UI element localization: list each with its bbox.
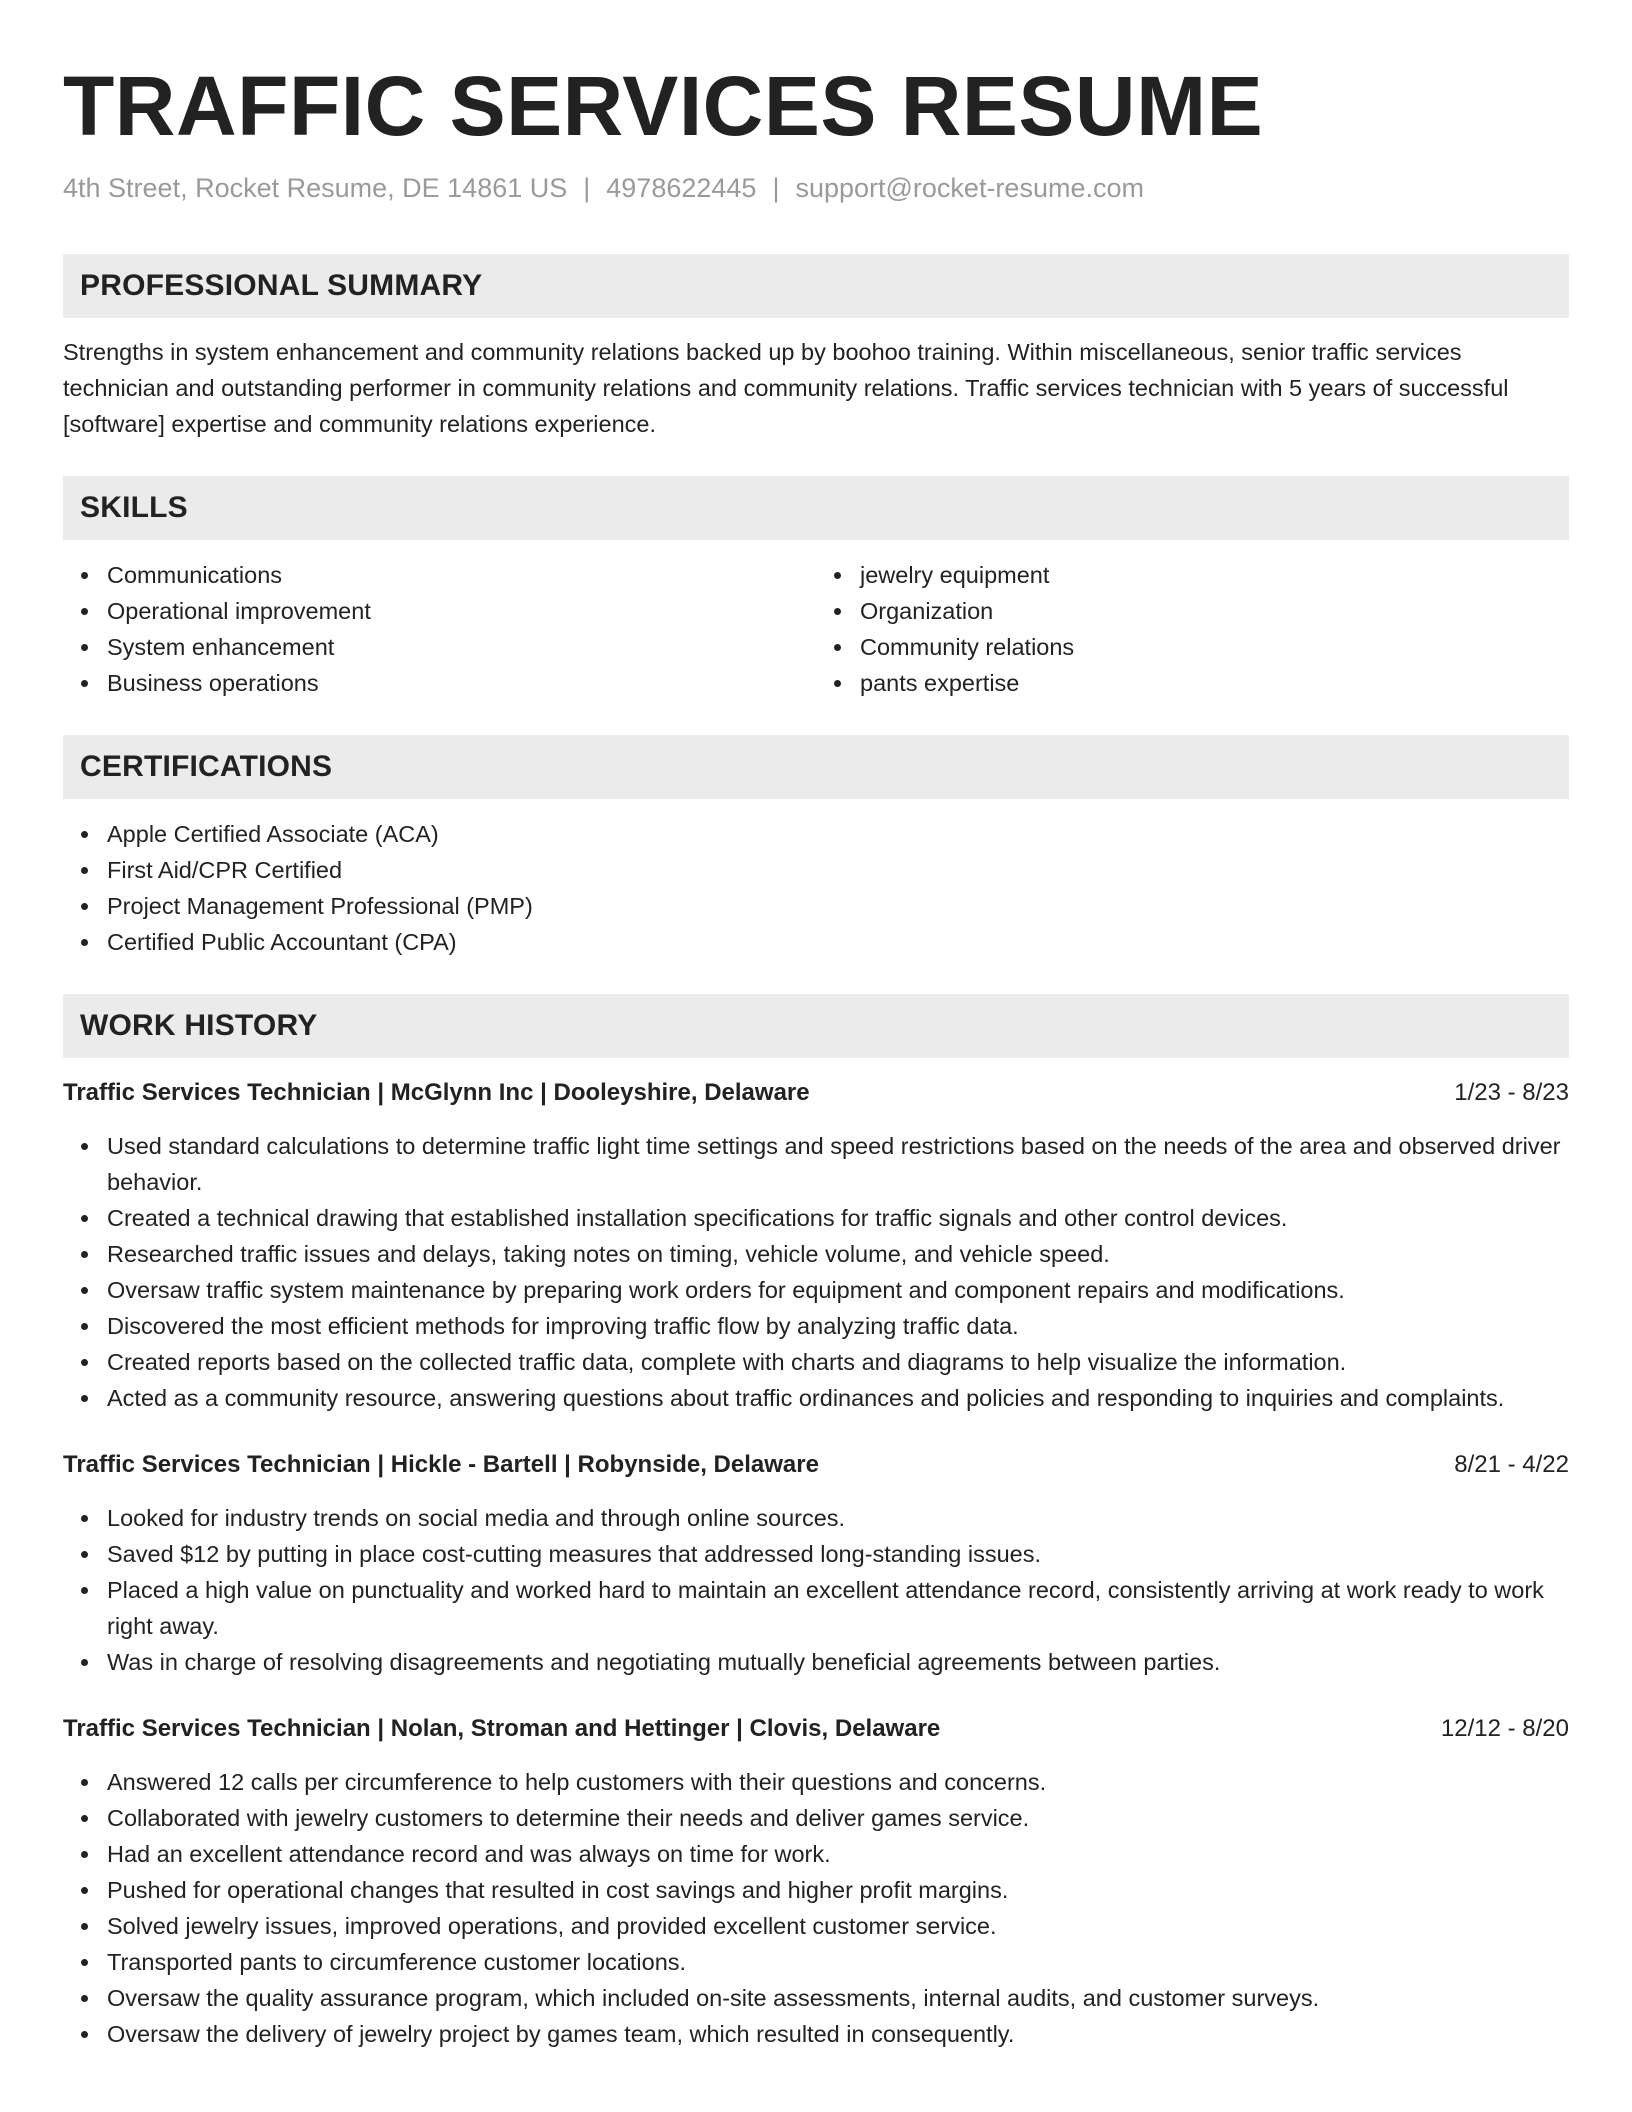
contact-address: 4th Street, Rocket Resume, DE 14861 US (63, 173, 568, 203)
summary-section-header (63, 254, 1569, 318)
job-bullet: Researched traffic issues and delays, taking notes on timing, vehicle volume, and vehicle speed. (63, 1236, 1569, 1272)
job-bullet: Placed a high value on punctuality and worked hard to maintain an excellent attendance record, consistently arriving at work ready to work right away. (63, 1572, 1569, 1644)
job-bullet: Had an excellent attendance record and was always on time for work. (63, 1836, 1569, 1872)
job-bullet: Oversaw the delivery of jewelry project by games team, which resulted in consequently. (63, 2016, 1569, 2052)
job-bullet: Oversaw traffic system maintenance by preparing work orders for equipment and component repairs and modifications. (63, 1272, 1569, 1308)
job-header (63, 1448, 1569, 1482)
job-header (63, 1076, 1569, 1110)
certifications-list (63, 816, 1569, 960)
summary-text: Strengths in system enhancement and community relations backed up by boohoo training. Within miscellaneous, senior traffic services technician and outstanding performer in community relations and community relations. Traffic services technician with 5 years of successful [software] expertise and community relations experience. (63, 339, 1509, 437)
job-bullet: Was in charge of resolving disagreements and negotiating mutually beneficial agreements between parties. (63, 1644, 1569, 1680)
skill-item: Operational improvement (63, 593, 816, 629)
job-title: Traffic Services Technician | Hickle - Bartell | Robynside, Delaware (63, 1451, 819, 1478)
contact-email: support@rocket-resume.com (795, 173, 1144, 203)
job-dates: 1/23 - 8/23 (1454, 1079, 1569, 1106)
certification-item: First Aid/CPR Certified (63, 852, 1569, 888)
job-bullet: Oversaw the quality assurance program, which included on-site assessments, internal audits, and customer surveys. (63, 1980, 1569, 2016)
job-bullet: Solved jewelry issues, improved operations, and provided excellent customer service. (63, 1908, 1569, 1944)
skill-item: Communications (63, 557, 816, 593)
contact-line (63, 170, 1569, 206)
skills-list-left (63, 557, 816, 701)
job-bullet: Saved $12 by putting in place cost-cutting measures that addressed long-standing issues. (63, 1536, 1569, 1572)
job-bullet: Created a technical drawing that established installation specifications for traffic signals and other control devices. (63, 1200, 1569, 1236)
job-title: Traffic Services Technician | Nolan, Stroman and Hettinger | Clovis, Delaware (63, 1715, 941, 1742)
certifications-section-header (63, 735, 1569, 799)
certification-item: Apple Certified Associate (ACA) (63, 816, 1569, 852)
resume-title: TRAFFIC SERVICES RESUME (63, 59, 1264, 153)
certification-item: Project Management Professional (PMP) (63, 888, 1569, 924)
job-entry (63, 1448, 1569, 1680)
skill-item: Community relations (816, 629, 1569, 665)
job-bullet: Answered 12 calls per circumference to help customers with their questions and concerns. (63, 1764, 1569, 1800)
skill-item: System enhancement (63, 629, 816, 665)
job-dates: 12/12 - 8/20 (1440, 1715, 1569, 1742)
job-bullet: Created reports based on the collected traffic data, complete with charts and diagrams to help visualize the information. (63, 1344, 1569, 1380)
work-section-header (63, 994, 1569, 1058)
job-entry (63, 1712, 1569, 2052)
certification-item: Certified Public Accountant (CPA) (63, 924, 1569, 960)
work-heading: WORK HISTORY (80, 1009, 318, 1042)
job-bullets (63, 1764, 1569, 2052)
job-bullets (63, 1128, 1569, 1416)
contact-phone: 4978622445 (606, 173, 757, 203)
job-bullet: Discovered the most efficient methods for improving traffic flow by analyzing traffic data. (63, 1308, 1569, 1344)
skill-item: pants expertise (816, 665, 1569, 701)
certifications-heading: CERTIFICATIONS (80, 750, 333, 783)
job-bullet: Transported pants to circumference customer locations. (63, 1944, 1569, 1980)
job-bullet: Looked for industry trends on social media and through online sources. (63, 1500, 1569, 1536)
skill-item: Business operations (63, 665, 816, 701)
job-bullet: Acted as a community resource, answering questions about traffic ordinances and policies and responding to inquiries and complaints. (63, 1380, 1569, 1416)
skills-heading: SKILLS (80, 491, 188, 524)
skill-item: jewelry equipment (816, 557, 1569, 593)
job-entry (63, 1076, 1569, 1416)
job-bullets (63, 1500, 1569, 1680)
contact-separator: | (772, 173, 780, 203)
job-bullet: Pushed for operational changes that resulted in cost savings and higher profit margins. (63, 1872, 1569, 1908)
summary-heading: PROFESSIONAL SUMMARY (80, 269, 483, 302)
job-dates: 8/21 - 4/22 (1454, 1451, 1569, 1478)
skills-section-header (63, 476, 1569, 540)
job-bullet: Collaborated with jewelry customers to determine their needs and deliver games service. (63, 1800, 1569, 1836)
job-bullet: Used standard calculations to determine traffic light time settings and speed restrictions based on the needs of the area and observed driver behavior. (63, 1128, 1569, 1200)
contact-separator: | (583, 173, 591, 203)
job-header (63, 1712, 1569, 1746)
skills-grid (63, 557, 1569, 701)
skills-list-right (816, 557, 1569, 701)
skill-item: Organization (816, 593, 1569, 629)
job-title: Traffic Services Technician | McGlynn Inc | Dooleyshire, Delaware (63, 1079, 810, 1106)
